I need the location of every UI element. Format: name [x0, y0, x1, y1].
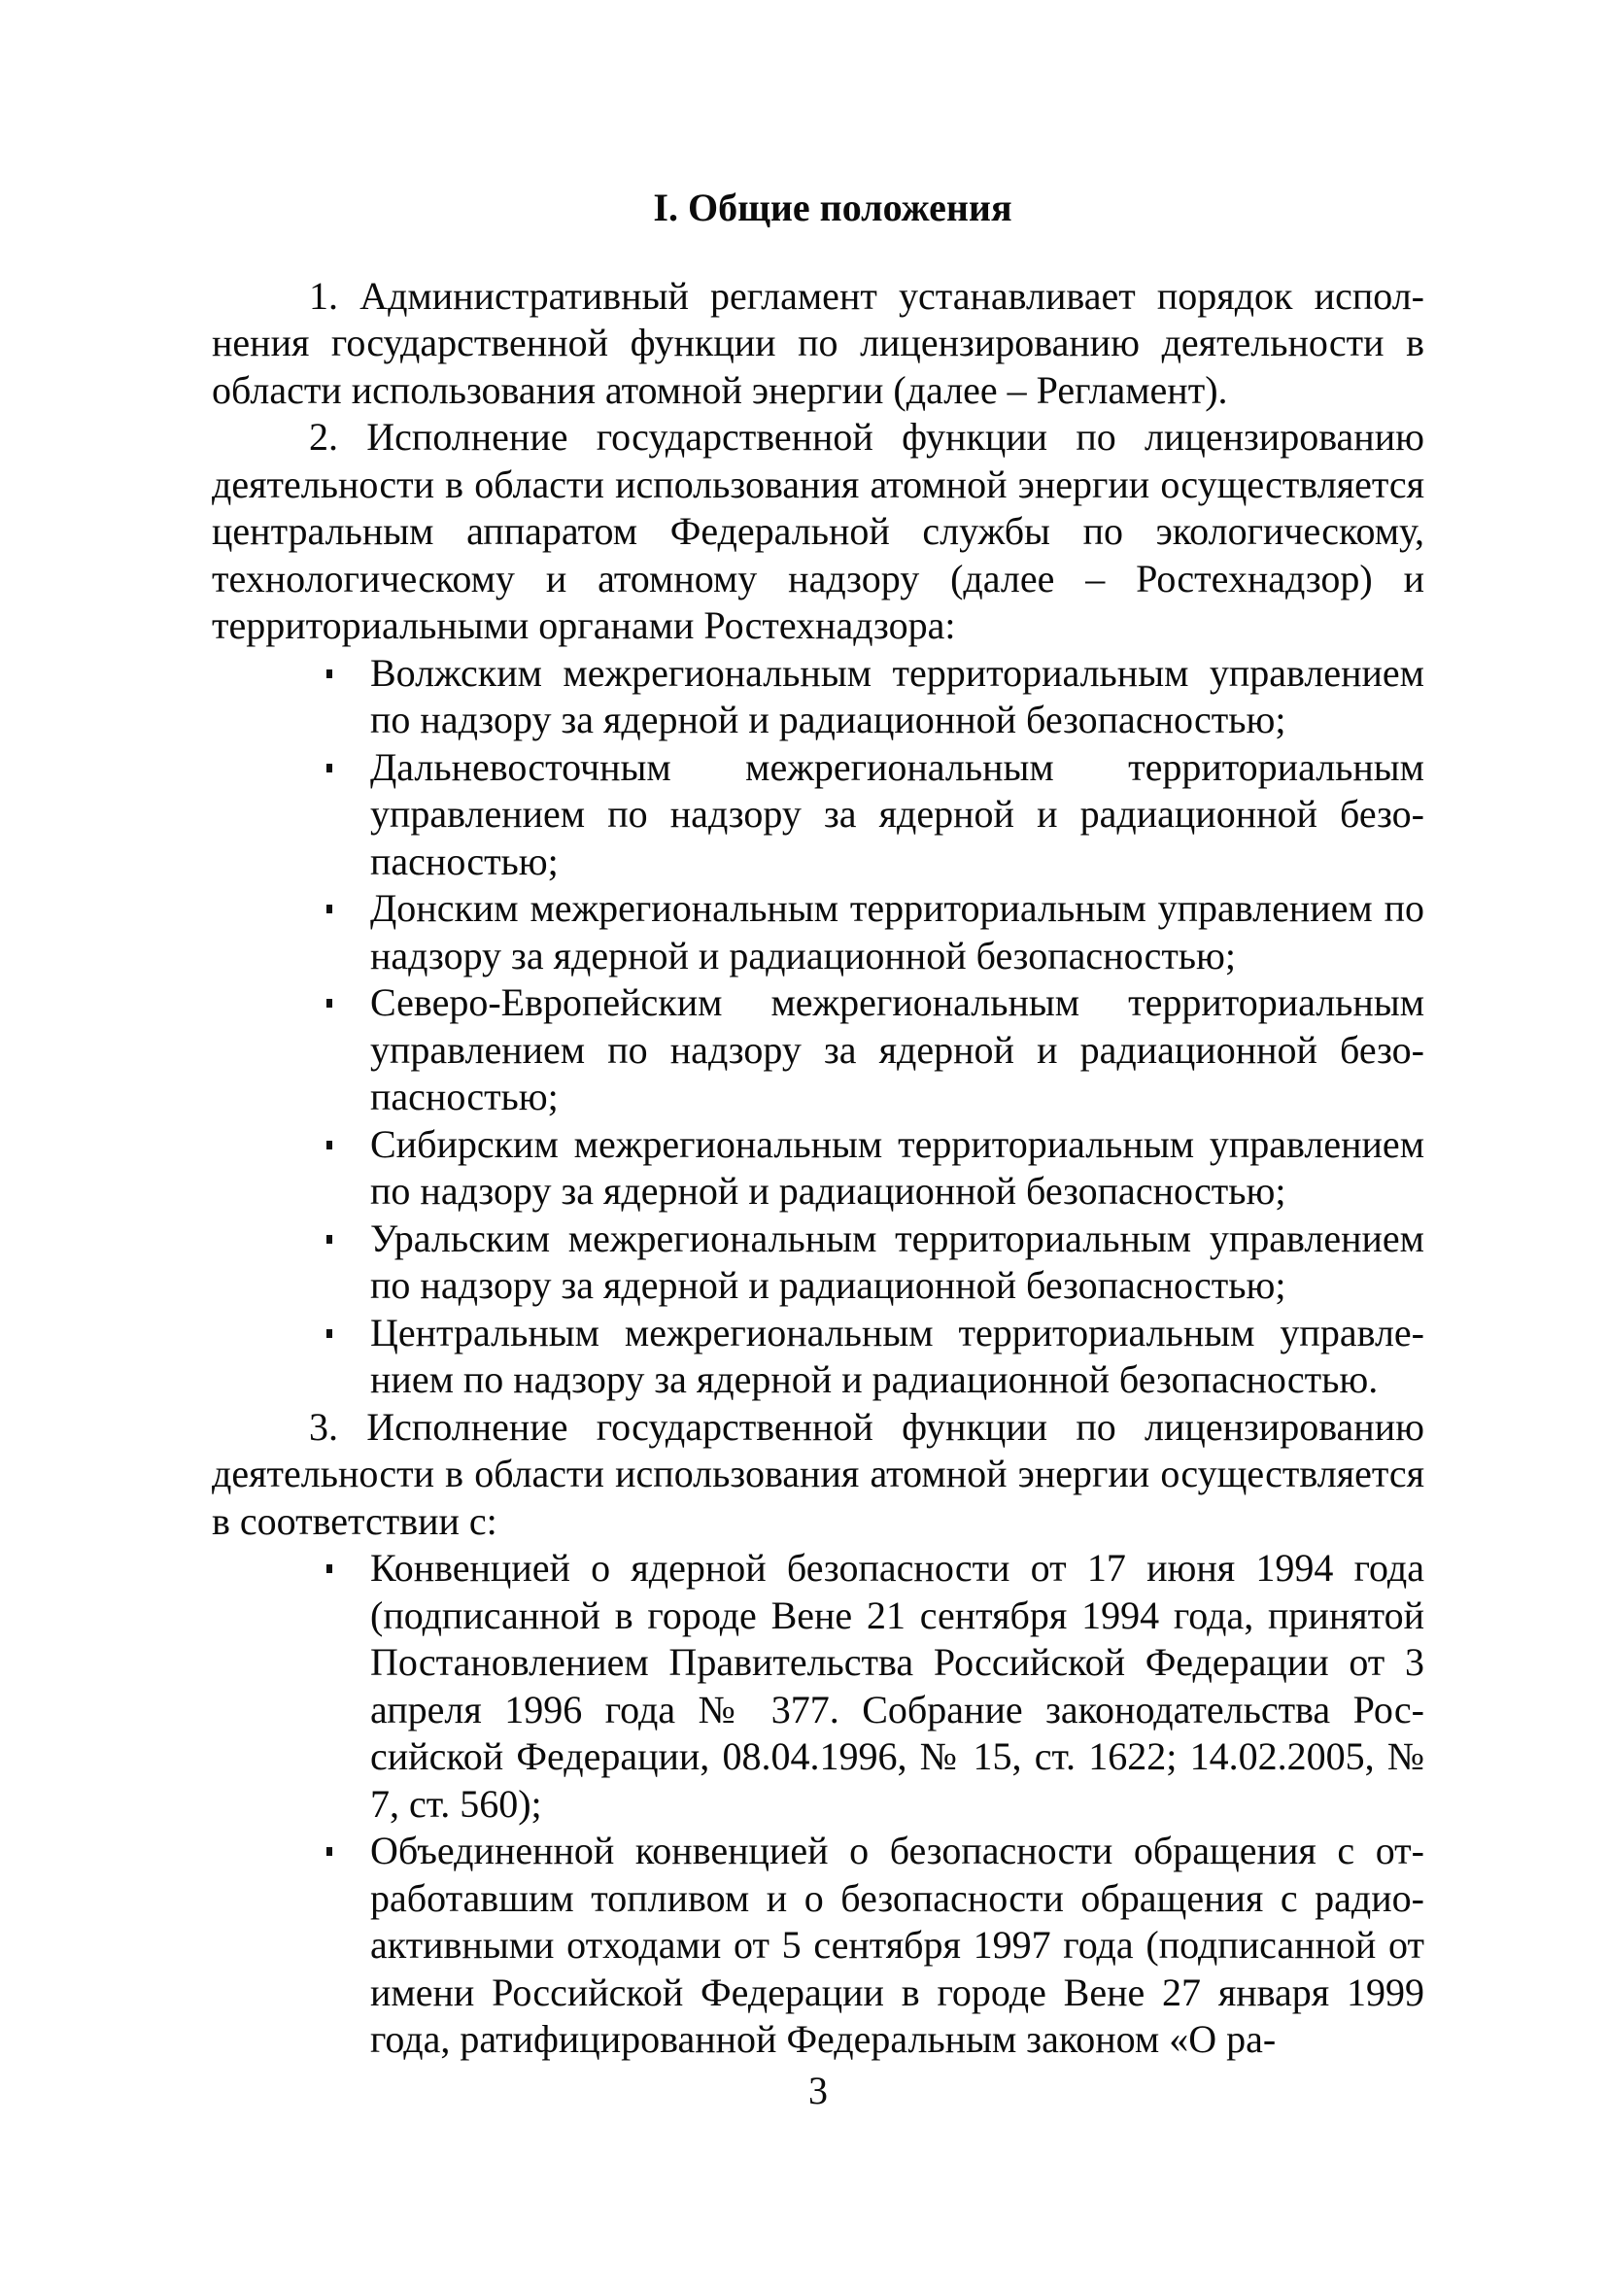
bullet-icon — [326, 1329, 332, 1338]
bullet-icon — [326, 1235, 332, 1244]
bullet-icon — [326, 999, 332, 1008]
bullet-icon — [326, 1141, 332, 1149]
list-item — [370, 979, 1424, 1121]
list-item — [370, 1545, 1424, 1828]
list-item — [370, 1828, 1424, 2064]
list-item-text: Объединенной конвенцией о безопасности обращения с отработавшим топливом и о безопасности обращения с радиоактивными отходами от 5 сентября 1997 года (подписанной от имени Российской Федерации в городе Вене 27 января 1999 года, ратифицированной Федеральным законом «О ра- — [370, 1829, 1424, 2061]
list-item-text: Донским межрегиональным территориальным управлением по надзору за ядерной и радиационной безопасностью; — [370, 886, 1424, 977]
list-item-text: Уральским межрегиональным территориальным управлением по надзору за ядерной и радиационной безопасностью; — [370, 1216, 1424, 1307]
paragraph-2: 2. Исполнение государственной функции по лицензированию деятельности в области использования атомной энергии осуществляется центральным аппаратом Федеральной службы по экологическому, технологическому и атомному надзору (далее – Ростехнадзор) и территориальными органами Ростехнадзора: — [212, 415, 1424, 647]
list-item-text: Дальневосточным межрегиональным территориальным управлением по надзору за ядерной и радиационной безопасностью; — [370, 744, 1424, 883]
list-item-text: Центральным межрегиональным территориальным управлением по надзору за ядерной и радиационной безопасностью. — [370, 1310, 1424, 1401]
territorial-bodies-list — [212, 650, 1424, 1404]
list-item-text: Конвенцией о ядерной безопасности от 17 июня 1994 года (подписанной в городе Вене 21 сентября 1994 года, принятой Постановлением Правительства Российской Федерации от 3 апреля 1996 года № 377. Собрание законодательства Российской Федерации, 08.04.1996, № 15, ст. 1622; 14.02.2005, № 7, ст. 560); — [370, 1546, 1424, 1826]
list-item-text: Сибирским межрегиональным территориальным управлением по надзору за ядерной и радиационной безопасностью; — [370, 1121, 1424, 1213]
list-item — [370, 1310, 1424, 1404]
list-item — [370, 885, 1424, 979]
bullet-icon — [326, 1564, 332, 1573]
paragraph-3: 3. Исполнение государственной функции по лицензированию деятельности в области использования атомной энергии осуществляется в соответствии с: — [212, 1404, 1424, 1543]
bullet-icon — [326, 764, 332, 772]
section-heading: I. Общие положения — [653, 186, 1012, 229]
list-item-text: Северо-Европейским межрегиональным территориальным управлением по надзору за ядерной и радиационной безопасностью; — [370, 980, 1424, 1118]
list-item-text: Волжским межрегиональным территориальным управлением по надзору за ядерной и радиационной безопасностью; — [370, 650, 1424, 741]
bullet-icon — [326, 669, 332, 678]
bullet-icon — [326, 905, 332, 913]
bullet-icon — [326, 1847, 332, 1856]
list-item — [370, 1121, 1424, 1216]
list-item — [370, 650, 1424, 744]
paragraph-1: 1. Административный регламент устанавливает порядок исполнения государственной функции по лицензированию деятельности в области использования атомной энергии (далее – Регламент). — [212, 273, 1424, 412]
page-content — [212, 185, 1424, 2064]
legal-sources-list — [212, 1545, 1424, 2064]
list-item — [370, 744, 1424, 886]
page-number: 3 — [808, 2069, 828, 2112]
list-item — [370, 1216, 1424, 1310]
